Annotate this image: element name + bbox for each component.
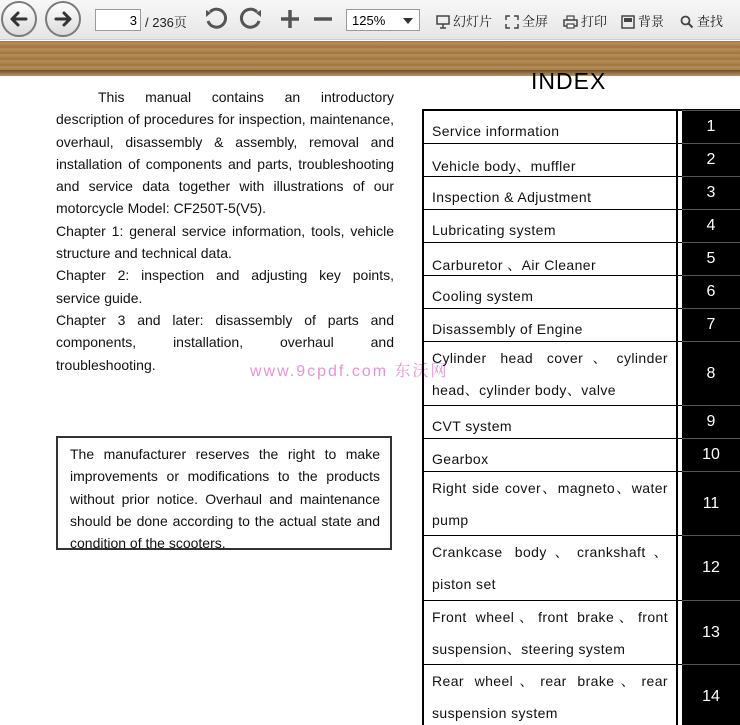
index-item-label: Inspection & Adjustment — [422, 177, 678, 209]
watermark: www.9cpdf.com 东沃网 — [250, 363, 449, 380]
background-icon — [621, 15, 635, 32]
index-title: INDEX — [531, 68, 607, 94]
index-item-number: 11 — [682, 472, 740, 535]
chevron-down-icon — [403, 18, 413, 24]
index-item-number: 1 — [682, 111, 740, 143]
print-label: 打印 — [581, 14, 608, 29]
document-page — [0, 68, 740, 725]
index-item-label: Gearbox — [422, 439, 678, 471]
index-item-label: Crankcase body、crankshaft、piston set — [422, 536, 678, 600]
printer-icon — [563, 15, 578, 32]
fullscreen-label: 全屏 — [522, 14, 549, 29]
print-button[interactable] — [563, 11, 607, 31]
index-row[interactable] — [422, 665, 740, 725]
index-item-label: Carburetor 、Air Cleaner — [422, 243, 678, 275]
index-row[interactable] — [422, 439, 740, 472]
zoom-in-icon[interactable] — [277, 6, 303, 37]
background-label: 背景 — [638, 14, 665, 29]
index-row[interactable] — [422, 210, 740, 243]
index-item-label: Service information — [422, 111, 678, 143]
index-item-number: 9 — [682, 406, 740, 438]
fullscreen-button[interactable] — [505, 11, 548, 31]
index-row[interactable] — [422, 472, 740, 536]
search-label: 查找 — [697, 14, 724, 29]
slideshow-icon — [436, 15, 450, 32]
index-table — [422, 109, 740, 725]
zoom-out-icon[interactable] — [310, 6, 336, 37]
fullscreen-icon — [505, 15, 519, 32]
chapter1-text: Chapter 1: general service information, tools, vehicle structure and technical data. — [56, 222, 394, 262]
zoom-value: 125% — [352, 13, 386, 28]
index-item-label: Cooling system — [422, 276, 678, 308]
index-item-number: 7 — [682, 309, 740, 341]
index-row[interactable] — [422, 276, 740, 309]
search-icon — [680, 15, 694, 32]
index-row[interactable] — [422, 536, 740, 601]
notice-box: The manufacturer reserves the right to make improvements or modifications to the products without prior notice. Overhaul and maintenance should be done according to the actual state and condition of the scooters. — [56, 436, 392, 550]
search-button[interactable] — [680, 11, 723, 31]
background-button[interactable] — [621, 11, 664, 31]
chapter3-text: Chapter 3 and later: disassembly of parts and components, installation, overhaul and troubleshooting. — [56, 311, 394, 373]
index-row[interactable] — [422, 601, 740, 665]
index-row[interactable] — [422, 243, 740, 276]
index-item-number: 3 — [682, 177, 740, 209]
index-item-label: CVT system — [422, 406, 678, 438]
zoom-select[interactable] — [346, 9, 420, 31]
intro-paragraph: This manual contains an introductory description of procedures for inspection, maintenance, overhaul, disassembly & assembly, removal and installation of components and parts, troubleshooting and service data together with illustrations of our motorcycle Model: CF250T-5(V5). — [56, 89, 394, 217]
index-item-label: Disassembly of Engine — [422, 309, 678, 341]
index-row[interactable] — [422, 177, 740, 210]
index-item-label: Lubricating system — [422, 210, 678, 242]
index-item-number: 8 — [682, 342, 740, 405]
index-item-number: 4 — [682, 210, 740, 242]
rotate-right-icon[interactable] — [238, 6, 264, 37]
index-item-number: 2 — [682, 144, 740, 176]
rotate-left-icon[interactable] — [203, 6, 229, 37]
index-item-number: 13 — [682, 601, 740, 664]
back-button[interactable] — [1, 1, 37, 37]
index-item-label: Front wheel、front brake、front suspension、steering system — [422, 601, 678, 664]
index-item-number: 6 — [682, 276, 740, 308]
pdf-toolbar — [0, 0, 740, 40]
index-item-label: Right side cover、magneto、water pump — [422, 472, 678, 535]
index-row[interactable] — [422, 406, 740, 439]
page-number-input[interactable] — [95, 9, 141, 31]
index-row[interactable] — [422, 111, 740, 144]
index-row[interactable] — [422, 144, 740, 177]
index-row[interactable] — [422, 342, 740, 406]
page-total: / 236页 — [145, 15, 187, 30]
index-item-label: Cylinder head cover、cylinder head、cylinder body、valve — [422, 342, 678, 405]
index-item-number: 5 — [682, 243, 740, 275]
index-item-number: 14 — [682, 665, 740, 725]
index-item-label: Rear wheel、rear brake、rear suspension system — [422, 665, 678, 725]
chapter2-text: Chapter 2: inspection and adjusting key points, service guide. — [56, 267, 394, 306]
slideshow-label: 幻灯片 — [453, 14, 493, 29]
index-item-number: 10 — [682, 439, 740, 471]
intro-text — [56, 86, 394, 376]
slideshow-button[interactable] — [436, 11, 492, 31]
index-item-label: Vehicle body、muffler — [422, 144, 678, 176]
forward-button[interactable] — [45, 1, 81, 37]
index-item-number: 12 — [682, 536, 740, 600]
index-row[interactable] — [422, 309, 740, 342]
